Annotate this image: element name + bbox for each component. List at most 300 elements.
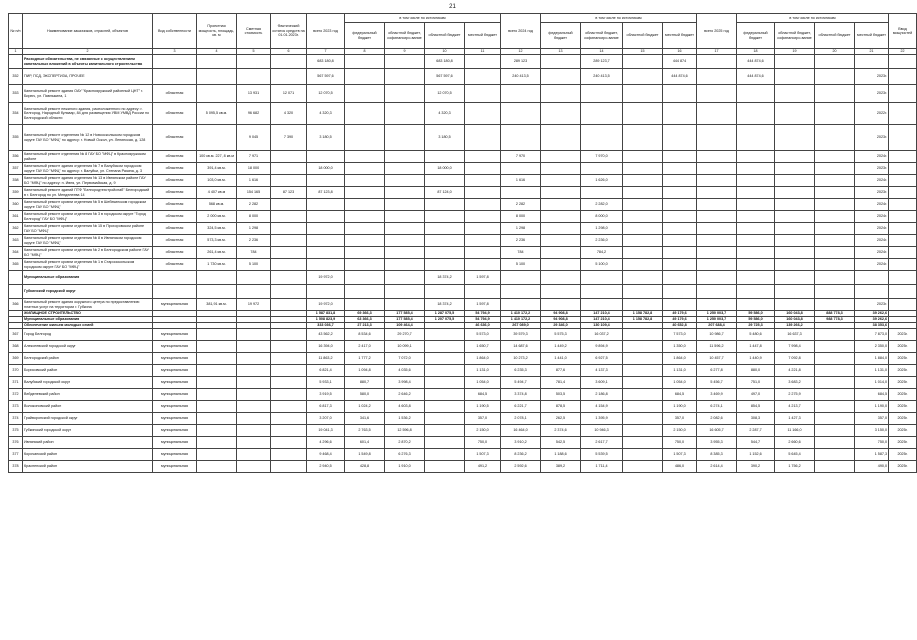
table-row [9, 299, 917, 311]
section-row [9, 55, 917, 69]
table-cell [663, 247, 697, 259]
table-cell [663, 259, 697, 271]
table-cell [197, 329, 237, 341]
table-cell: 2 150,0 [663, 425, 697, 437]
table-cell [271, 299, 307, 311]
table-cell: 1 441,0 [541, 353, 581, 365]
table-cell [775, 247, 815, 259]
table-cell [465, 223, 501, 235]
table-cell [425, 247, 465, 259]
table-cell: 63 366,3 [345, 317, 385, 323]
row-number-cell: 352 [9, 69, 23, 85]
table-cell [775, 223, 815, 235]
table-row [9, 199, 917, 211]
table-cell [385, 85, 425, 103]
table-cell: 1 158 782,8 [623, 311, 663, 317]
table-cell [385, 235, 425, 247]
empty-cell [889, 247, 917, 259]
table-cell: 2025г. [889, 389, 917, 401]
table-cell: 3 683,2 [775, 377, 815, 389]
object-name-cell: Капитальный ремонт здания отделения № 7 в Валуйском городском округе ГАУ БО "МФЦ" по адресу: г. Валуйки, ул. Степана Разина, д. 3 [23, 163, 153, 175]
table-cell [697, 175, 737, 187]
column-number: 10 [425, 49, 465, 55]
table-cell [697, 151, 737, 163]
table-cell [663, 103, 697, 125]
table-cell: областная [153, 235, 197, 247]
table-cell [775, 103, 815, 125]
table-cell: 381,91 кв.м. [197, 299, 237, 311]
table-cell [197, 389, 237, 401]
table-cell [501, 85, 541, 103]
table-cell: 2025г. [889, 341, 917, 353]
table-cell [425, 329, 465, 341]
table-cell: 16 464,0 [501, 425, 541, 437]
table-cell [465, 163, 501, 175]
table-cell [271, 329, 307, 341]
table-cell [623, 151, 663, 163]
table-cell [197, 437, 237, 449]
table-row [9, 125, 917, 151]
table-cell: 7 390 [271, 125, 307, 151]
table-cell: 567 597,6 [425, 69, 465, 85]
row-number-cell: 367 [9, 329, 23, 341]
table-cell [697, 85, 737, 103]
column-number: 20 [815, 49, 855, 55]
table-cell [307, 259, 345, 271]
table-cell [307, 175, 345, 187]
table-cell: 103,0 кв.м. [197, 175, 237, 187]
table-cell [623, 437, 663, 449]
table-cell [345, 299, 385, 311]
table-cell [271, 55, 307, 69]
table-cell [663, 223, 697, 235]
table-cell [385, 285, 425, 299]
table-cell [623, 299, 663, 311]
empty-cell [889, 151, 917, 163]
header-local-2024: местный бюджет [663, 23, 697, 49]
table-cell [237, 401, 271, 413]
table-cell: 1 054,0 [663, 377, 697, 389]
table-cell: 6 821,4 [307, 365, 345, 377]
table-cell [737, 223, 775, 235]
table-cell: 3 207,0 [307, 413, 345, 425]
table-cell [345, 199, 385, 211]
row-number-cell: 376 [9, 437, 23, 449]
table-cell: муниципальная [153, 341, 197, 353]
table-cell [697, 55, 737, 69]
empty-cell [889, 187, 917, 199]
table-cell: 357,0 [465, 413, 501, 425]
table-cell: 8 000,0 [581, 211, 623, 223]
table-cell [623, 341, 663, 353]
table-cell [623, 125, 663, 151]
table-cell [623, 187, 663, 199]
table-cell: 2 186,8 [581, 389, 623, 401]
table-cell [697, 223, 737, 235]
table-cell [697, 285, 737, 299]
table-cell [815, 187, 855, 199]
table-cell [663, 163, 697, 175]
table-cell: 1 298 [237, 223, 271, 235]
table-cell: 96 682 [237, 103, 271, 125]
table-cell: 1 650,7 [465, 341, 501, 353]
column-number: 9 [385, 49, 425, 55]
empty-cell [889, 235, 917, 247]
table-cell [271, 151, 307, 163]
row-number-cell: 375 [9, 425, 23, 437]
table-cell: 1 447,8 [737, 341, 775, 353]
table-cell: 1 188,6 [541, 449, 581, 461]
table-cell [541, 285, 581, 299]
table-cell [815, 199, 855, 211]
section-row [9, 285, 917, 299]
row-number-cell [9, 285, 23, 299]
table-cell: 2 374,6 [541, 425, 581, 437]
row-number-cell: 356 [9, 151, 23, 163]
table-cell [425, 377, 465, 389]
object-name-cell: Капитальный ремонт кровли отделения № 2 в Белгородском районе ГАУ БО "МФЦ" [23, 247, 153, 259]
row-number-cell: 377 [9, 449, 23, 461]
table-row [9, 175, 917, 187]
table-cell: 12 070,5 [307, 85, 345, 103]
table-cell: 389,2 [541, 461, 581, 473]
table-cell: 1 597,8 [465, 299, 501, 311]
table-cell [697, 271, 737, 285]
header-total-2025: всего 2025 год [697, 14, 737, 49]
column-number: 18 [737, 49, 775, 55]
table-cell: 6 817,3 [307, 401, 345, 413]
table-cell [465, 175, 501, 187]
table-cell [385, 211, 425, 223]
table-cell [775, 285, 815, 299]
empty-cell [889, 163, 917, 175]
table-cell: 8 000 [501, 211, 541, 223]
table-cell: 43 562,2 [307, 329, 345, 341]
table-cell [737, 235, 775, 247]
table-row [9, 235, 917, 247]
header-regcofin-2024: областной бюджет, софинансиро-вание [581, 23, 623, 49]
table-cell: 1 616 [237, 175, 271, 187]
table-cell: 877,6 [541, 365, 581, 377]
table-cell [663, 211, 697, 223]
table-cell [237, 449, 271, 461]
column-number: 6 [271, 49, 307, 55]
table-cell: муниципальная [153, 299, 197, 311]
table-cell [345, 85, 385, 103]
table-cell [623, 461, 663, 473]
table-cell [271, 377, 307, 389]
table-cell: 139 266,2 [775, 323, 815, 329]
table-cell [697, 163, 737, 175]
table-cell [697, 199, 737, 211]
table-cell [623, 69, 663, 85]
table-cell [197, 449, 237, 461]
table-cell [815, 353, 855, 365]
table-cell [425, 235, 465, 247]
table-cell: 2023г. [855, 69, 889, 85]
column-number: 3 [153, 49, 197, 55]
table-row [9, 413, 917, 425]
table-cell [815, 247, 855, 259]
object-name-cell: Капитальный ремонт здания отделения № 13 в Ивнянском районе ГАУ БО "МФЦ" по адресу: п. Ивня, ул. Первомайская, д. 9 [23, 175, 153, 187]
table-cell [197, 425, 237, 437]
table-row [9, 223, 917, 235]
table-cell [345, 55, 385, 69]
table-cell [385, 187, 425, 199]
table-cell: 2025г. [889, 377, 917, 389]
table-cell [345, 223, 385, 235]
table-cell [271, 449, 307, 461]
table-cell: 2023г. [855, 187, 889, 199]
table-cell: 10 273,2 [501, 353, 541, 365]
column-number: 21 [855, 49, 889, 55]
table-cell [237, 329, 271, 341]
object-name-cell: Обеспечение жильем молодых семей [23, 323, 153, 329]
table-cell: 1 711,4 [581, 461, 623, 473]
table-cell: 5 539,5 [581, 449, 623, 461]
table-cell [307, 211, 345, 223]
table-cell [465, 85, 501, 103]
table-cell: 341,6 [345, 413, 385, 425]
table-cell [271, 163, 307, 175]
table-cell: 40 652,8 [663, 323, 697, 329]
table-cell: 46 636,0 [465, 323, 501, 329]
object-name-cell: Капитальный ремонт отделения № 12 в Новооскольском городском округе ГАУ БО "МФЦ" по адресу: г. Новый Оскол, ул. Ленинская, д. 128 [23, 125, 153, 151]
table-cell [697, 187, 737, 199]
table-cell [815, 329, 855, 341]
table-cell: 2025г. [889, 401, 917, 413]
table-cell: 3 469,9 [697, 389, 737, 401]
table-cell: муниципальная [153, 425, 197, 437]
object-name-cell: Губкинский городской округ [23, 285, 153, 299]
table-cell: 1 507,3 [465, 449, 501, 461]
table-cell: муниципальная [153, 353, 197, 365]
object-name-cell: ЖИЛИЩНОЕ СТРОИТЕЛЬСТВО [23, 311, 153, 317]
empty-cell [889, 85, 917, 103]
row-number-cell: 357 [9, 163, 23, 175]
header-reg-2025: областной бюджет [815, 23, 855, 49]
table-cell: областная [153, 163, 197, 175]
empty-cell [889, 125, 917, 151]
table-cell [501, 187, 541, 199]
table-row [9, 211, 917, 223]
table-cell: 5 573,0 [465, 329, 501, 341]
table-cell: областная [153, 85, 197, 103]
table-cell: 7 970,0 [581, 151, 623, 163]
table-cell: 94 908,8 [541, 311, 581, 317]
table-cell: 6 276,3 [385, 449, 425, 461]
object-name-cell: Корочанский район [23, 449, 153, 461]
header-total-2024: всего 2024 год [501, 14, 541, 49]
table-cell: 109 464,4 [385, 323, 425, 329]
table-cell [737, 85, 775, 103]
table-cell [815, 437, 855, 449]
row-number-cell: 365 [9, 259, 23, 271]
table-cell: 2025г. [889, 425, 917, 437]
table-cell [465, 55, 501, 69]
empty-cell [889, 211, 917, 223]
table-cell: муниципальная [153, 437, 197, 449]
table-cell [737, 247, 775, 259]
empty-cell [889, 55, 917, 69]
table-cell [153, 285, 197, 299]
table-cell [623, 329, 663, 341]
table-cell [815, 175, 855, 187]
empty-cell [889, 199, 917, 211]
table-cell [581, 103, 623, 125]
table-cell: 4 320,3 [425, 103, 465, 125]
table-cell [623, 353, 663, 365]
table-cell: 1 250 003,7 [697, 311, 737, 317]
table-cell [663, 125, 697, 151]
table-cell: 880,7 [345, 377, 385, 389]
table-cell [153, 69, 197, 85]
header-fed-2024: федеральный бюджет [541, 23, 581, 49]
table-cell [815, 211, 855, 223]
table-cell: 87 123 [271, 187, 307, 199]
table-cell: 4 296,6 [307, 437, 345, 449]
table-cell [775, 175, 815, 187]
table-cell: 2023г. [855, 85, 889, 103]
table-cell: 2 236 [501, 235, 541, 247]
table-cell: 2023г. [855, 163, 889, 175]
table-cell [581, 271, 623, 285]
empty-cell [889, 103, 917, 125]
column-number: 22 [889, 49, 917, 55]
table-cell: 2 940,5 [307, 461, 345, 473]
table-cell [271, 199, 307, 211]
table-cell [737, 199, 775, 211]
table-cell: 2 082,6 [697, 413, 737, 425]
table-cell [385, 103, 425, 125]
table-cell: областная [153, 187, 197, 199]
object-name-cell: Грайворонский городской округ [23, 413, 153, 425]
table-cell [815, 389, 855, 401]
table-cell [737, 271, 775, 285]
table-cell [541, 163, 581, 175]
table-cell: 2023г. [889, 329, 917, 341]
table-cell: 2 660,6 [775, 437, 815, 449]
table-cell [815, 235, 855, 247]
empty-cell [889, 299, 917, 311]
table-cell [385, 69, 425, 85]
table-cell: 428,8 [345, 461, 385, 473]
table-cell [425, 425, 465, 437]
table-cell [501, 125, 541, 151]
table-cell [541, 199, 581, 211]
table-cell [581, 299, 623, 311]
table-cell: 5 480,6 [737, 329, 775, 341]
table-cell [271, 235, 307, 247]
empty-cell [889, 285, 917, 299]
table-cell: 1 884,0 [855, 353, 889, 365]
table-cell [425, 199, 465, 211]
table-cell: 2024г. [855, 235, 889, 247]
table-cell [197, 55, 237, 69]
table-row [9, 437, 917, 449]
table-cell: 357,0 [855, 413, 889, 425]
table-cell: 5 100 [501, 259, 541, 271]
column-number: 5 [237, 49, 271, 55]
column-number: 16 [663, 49, 697, 55]
table-cell [307, 285, 345, 299]
table-cell: 1 190,5 [465, 401, 501, 413]
table-cell: 1 395,9 [581, 413, 623, 425]
table-cell [815, 85, 855, 103]
table-cell: 2 614,4 [697, 461, 737, 473]
row-number-cell: 359 [9, 187, 23, 199]
table-cell [775, 211, 815, 223]
table-cell [737, 125, 775, 151]
table-cell: 1 507,3 [663, 449, 697, 461]
object-name-cell: Алексеевский городской округ [23, 341, 153, 353]
empty-cell [889, 69, 917, 85]
table-cell: 2024г. [855, 175, 889, 187]
table-cell [581, 85, 623, 103]
table-cell: 444 874,6 [663, 69, 697, 85]
table-cell: 1 616 [501, 175, 541, 187]
table-cell: 750,0 [663, 437, 697, 449]
table-cell [855, 271, 889, 285]
table-cell [541, 125, 581, 151]
table-cell: 19 972 [237, 299, 271, 311]
table-cell: 390,2 [737, 461, 775, 473]
table-cell [815, 69, 855, 85]
table-cell: 18 000,0 [307, 163, 345, 175]
table-cell: 87 123,8 [307, 187, 345, 199]
table-cell [623, 199, 663, 211]
table-cell: 1 440,9 [737, 353, 775, 365]
table-cell [153, 55, 197, 69]
table-cell: 130 109,4 [581, 323, 623, 329]
table-cell: областная [153, 223, 197, 235]
column-number: 1 [9, 49, 23, 55]
row-number-cell: 369 [9, 353, 23, 365]
table-cell [815, 271, 855, 285]
table-cell [697, 69, 737, 85]
table-row [9, 401, 917, 413]
table-cell: 573,3 кв.м. [197, 235, 237, 247]
table-cell: 3 180,5 [425, 125, 465, 151]
table-cell [197, 353, 237, 365]
table-cell: 3 609,1 [581, 377, 623, 389]
table-cell [465, 247, 501, 259]
table-cell: 177 585,4 [385, 317, 425, 323]
object-name-cell: Валуйский городской округ [23, 377, 153, 389]
table-cell: 2024г. [855, 247, 889, 259]
row-number-cell: 373 [9, 401, 23, 413]
table-cell: 683 180,8 [425, 55, 465, 69]
table-cell [425, 401, 465, 413]
table-cell [385, 163, 425, 175]
table-cell: 7 072,0 [385, 353, 425, 365]
table-cell [425, 413, 465, 425]
table-cell [345, 247, 385, 259]
table-cell [307, 247, 345, 259]
table-cell [541, 85, 581, 103]
table-cell: 16 637,3 [775, 329, 815, 341]
table-cell: 2 236 [237, 235, 271, 247]
table-cell: 1 298,0 [581, 223, 623, 235]
table-cell: 1 449,2 [541, 341, 581, 353]
table-cell: 16 394,0 [307, 341, 345, 353]
table-cell [197, 461, 237, 473]
table-cell [237, 377, 271, 389]
table-cell [815, 163, 855, 175]
table-cell: 1 410 172,2 [501, 317, 541, 323]
table-cell: 2 592,6 [501, 461, 541, 473]
table-cell [197, 365, 237, 377]
